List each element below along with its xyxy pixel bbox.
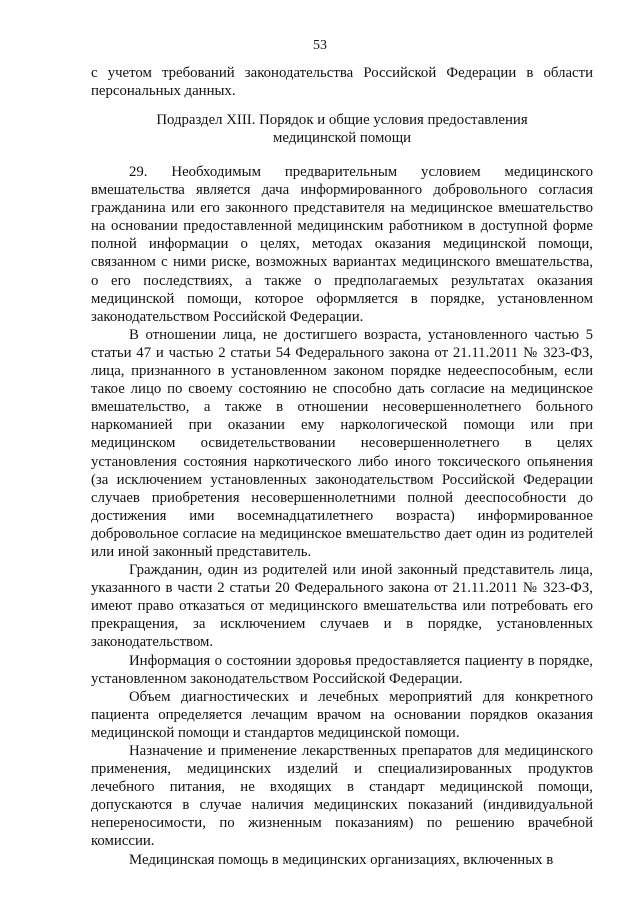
continuation-line-2: персональных данных. [91, 83, 236, 100]
paragraph-29-consent: 29. Необходимым предварительным условием медицинского вмешательства является дача информированного добровольного согласия гражданина или его законного представителя на медицинское вмешательство на основании предоставленной медицинским работником в доступной форме полной информации о целях, методах оказания медицинской помощи, связанном с ними риске, возможных вариантах медицинского вмешательства, о его последствиях, а также о предполагаемых результатах оказания медицинской помощи, которое оформляется в порядке, установленном законодательством Российской Федерации. [91, 164, 593, 325]
paragraph-diagnostic-scope: Объем диагностических и лечебных мероприятий для конкретного пациента определяется лечащим врачом на основании порядков оказания медицинской помощи и стандартов медицинской помощи. [91, 688, 593, 741]
paragraph-right-to-refuse: Гражданин, один из родителей или иной законный представитель лица, указанного в части 2 статьи 20 Федерального закона от 21.11.2011 № 323-ФЗ, имеют право отказаться от медицинского вмешательства или потребовать его прекращения, за исключением случаев и в порядке, установленных законодательством. [91, 562, 593, 651]
paragraph-drug-prescription: Назначение и применение лекарственных препаратов для медицинского применения, медицинских изделий и специализированных продуктов лечебного питания, не входящих в стандарт медицинской помощи, допускаются в случае наличия медицинских показаний (индивидуальной непереносимости, по жизненным показаниям) по решению врачебной комиссии. [91, 743, 593, 850]
continuation-line-1: с учетом требований законодательства Российской Федерации в области [91, 65, 593, 81]
paragraph-medical-organizations: Медицинская помощь в медицинских организациях, включенных в [129, 851, 554, 868]
page-number: 53 [313, 38, 327, 53]
subsection-heading-line-1: Подраздел XIII. Порядок и общие условия предоставления [156, 112, 528, 128]
subsection-heading [91, 111, 593, 147]
section-body [91, 163, 593, 869]
continuation-text [91, 64, 593, 100]
paragraph-minors-consent: В отношении лица, не достигшего возраста, установленного частью 5 статьи 47 и частью 2 статьи 54 Федерального закона от 21.11.2011 № 323-ФЗ, лица, признанного в установленном законом порядке недееспособным, если такое лицо по своему состоянию не способно дать согласие на медицинское вмешательство, а также в отношении несовершеннолетнего больного наркоманией при оказании ему наркологической помощи или при медицинском освидетельствовании несовершеннолетнего в целях установления состояния наркотического либо иного токсического опьянения (за исключением установленных законодательством Российской Федерации случаев приобретения несовершеннолетними полной дееспособности до достижения ими восемнадцатилетнего возраста) информированное добровольное согласие на медицинское вмешательство дает один из родителей или иной законный представитель. [91, 326, 593, 560]
paragraph-health-information: Информация о состоянии здоровья предоставляется пациенту в порядке, установленном законодательством Российской Федерации. [91, 652, 593, 687]
subsection-heading-line-2: медицинской помощи [272, 130, 412, 147]
